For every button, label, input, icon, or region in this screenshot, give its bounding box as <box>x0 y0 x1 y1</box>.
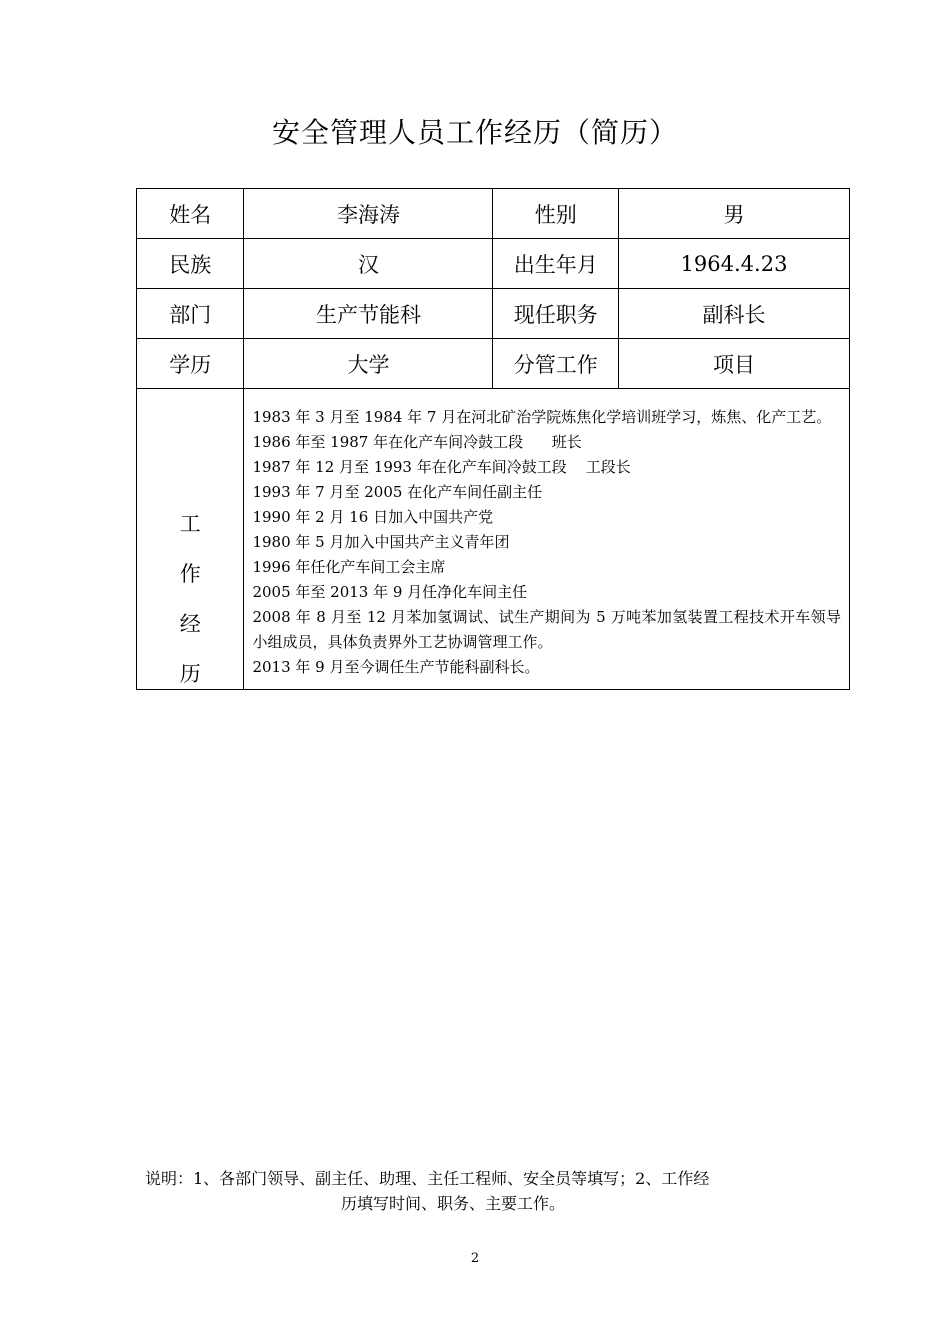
experience-entry: 2008 年 8 月至 12 月苯加氢调试、试生产期间为 5 万吨苯加氢装置工程技术开车领导小组成员，具体负责界外工艺协调管理工作。 <box>252 607 841 651</box>
experience-entry: 2005 年至 2013 年 9 月任净化车间主任 <box>252 582 528 601</box>
education-value: 大学 <box>244 339 493 389</box>
education-label: 学历 <box>137 339 244 389</box>
ethnicity-value: 汉 <box>244 239 493 289</box>
position-label: 现任职务 <box>493 289 619 339</box>
experience-entry: 1996 年任化产车间工会主席 <box>252 557 446 576</box>
department-label: 部门 <box>137 289 244 339</box>
work-experience-label <box>137 389 244 690</box>
responsibility-value: 项目 <box>619 339 850 389</box>
experience-entry: 2013 年 9 月至今调任生产节能科副科长。 <box>252 657 540 676</box>
name-label: 姓名 <box>137 189 244 239</box>
experience-entry: 1980 年 5 月加入中国共产主义青年团 <box>252 532 510 551</box>
note-line: 说明：1、各部门领导、副主任、助理、主任工程师、安全员等填写；2、工作经 <box>145 1169 710 1188</box>
position-value: 副科长 <box>619 289 850 339</box>
note-line: 历填写时间、职务、主要工作。 <box>341 1194 566 1213</box>
experience-entry: 1986 年至 1987 年在化产车间冷鼓工段 班长 <box>252 432 582 451</box>
birthdate-label: 出生年月 <box>493 239 619 289</box>
table-row <box>137 389 850 690</box>
experience-entry: 1990 年 2 月 16 日加入中国共产党 <box>252 507 494 526</box>
work-experience-content <box>244 389 850 690</box>
work-experience-label-char: 工 <box>179 512 201 536</box>
responsibility-label: 分管工作 <box>493 339 619 389</box>
work-experience-label-char: 作 <box>179 562 201 586</box>
experience-entry: 1983 年 3 月至 1984 年 7 月在河北矿治学院炼焦化学培训班学习，炼焦、化产工艺。 <box>252 407 832 426</box>
gender-value: 男 <box>619 189 850 239</box>
table-row <box>137 189 850 239</box>
document-title: 安全管理人员工作经历（简历） <box>271 116 678 149</box>
birthdate-value: 1964.4.23 <box>619 239 850 289</box>
resume-table <box>136 188 850 690</box>
work-experience-label-char: 历 <box>179 662 201 686</box>
page-number: 2 <box>470 1251 480 1266</box>
department-value: 生产节能科 <box>244 289 493 339</box>
experience-entry: 1993 年 7 月至 2005 在化产车间任副主任 <box>252 482 543 501</box>
name-value: 李海涛 <box>244 189 493 239</box>
ethnicity-label: 民族 <box>137 239 244 289</box>
table-row <box>137 339 850 389</box>
gender-label: 性别 <box>493 189 619 239</box>
table-row <box>137 239 850 289</box>
instructions-note <box>145 1166 815 1216</box>
work-experience-label-char: 经 <box>179 612 201 636</box>
experience-entry: 1987 年 12 月至 1993 年在化产车间冷鼓工段 工段长 <box>252 457 631 476</box>
table-row <box>137 289 850 339</box>
